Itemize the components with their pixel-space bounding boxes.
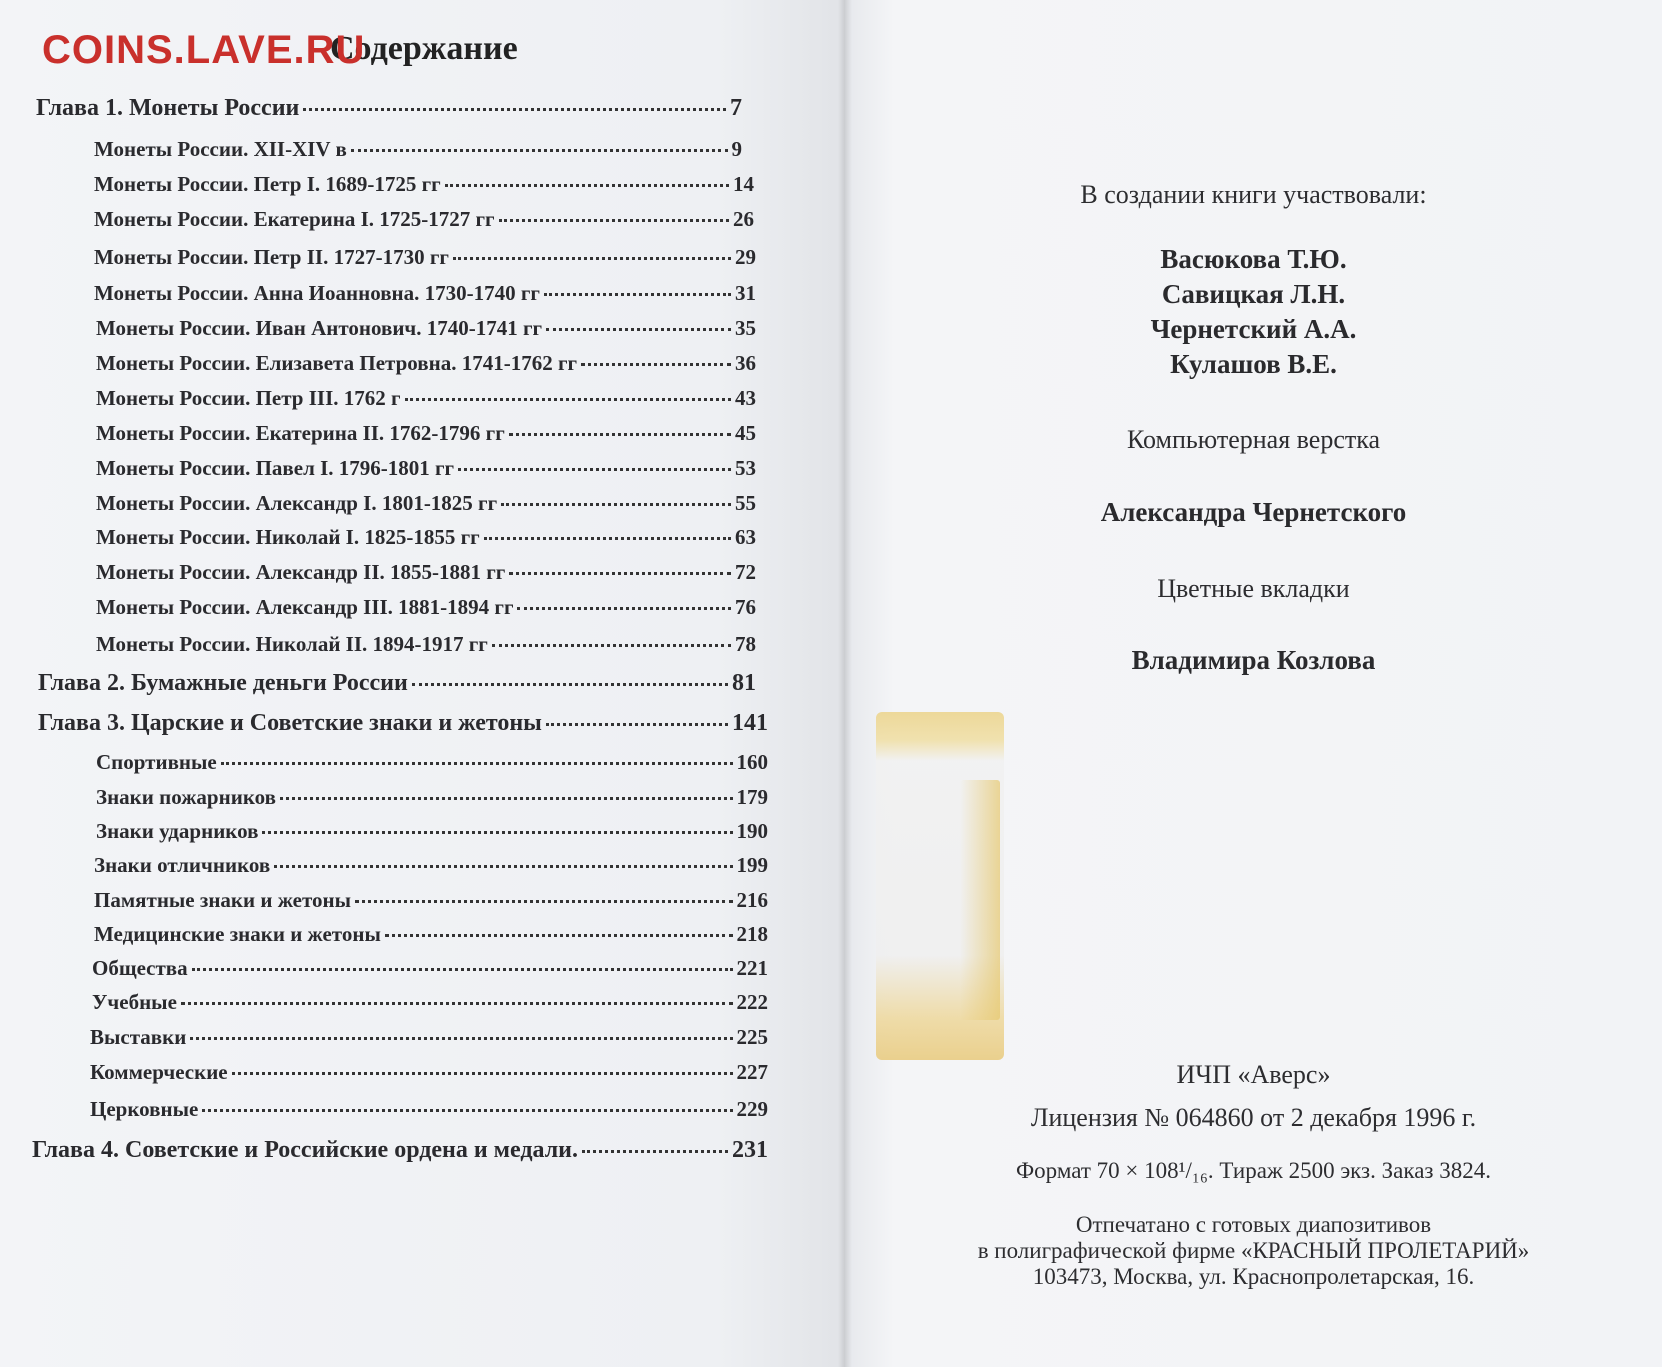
toc-page-number: 199 xyxy=(736,853,768,877)
toc-leader xyxy=(445,183,729,187)
toc-entry-title: Памятные знаки и жетоны xyxy=(94,888,352,912)
toc-page-number: 7 xyxy=(730,95,742,121)
toc-page-number: 221 xyxy=(736,956,768,980)
toc-subentry xyxy=(96,316,756,341)
toc-entry-title: Монеты России. Николай I. 1825-1855 гг xyxy=(96,525,480,549)
toc-chapter xyxy=(38,710,768,737)
toc-entry-title: Монеты России. Павел I. 1796-1801 гг xyxy=(96,456,455,480)
toc-subentry xyxy=(96,525,756,550)
toc-leader xyxy=(484,536,731,540)
toc-subentry xyxy=(92,956,768,981)
toc-entry-title: Монеты России. Петр II. 1727-1730 гг xyxy=(94,245,449,269)
toc-subentry xyxy=(96,351,756,376)
layout-label: Компьютерная верстка xyxy=(1126,425,1381,454)
toc-leader xyxy=(232,1071,733,1075)
toc-subentry xyxy=(94,172,754,197)
toc-page-number: 225 xyxy=(736,1025,768,1049)
toc-subentry xyxy=(96,560,756,585)
format-line: Формат 70 × 108¹/₁₆. Тираж 2500 экз. Заказ 3824. xyxy=(1016,1158,1491,1183)
toc-page-number: 63 xyxy=(735,525,756,549)
toc-leader xyxy=(458,467,731,471)
toc-leader xyxy=(492,643,731,647)
toc-leader xyxy=(546,327,731,331)
credits-author: Савицкая Л.Н. xyxy=(1161,279,1346,309)
publisher: ИЧП «Аверс» xyxy=(1176,1060,1331,1089)
toc-leader xyxy=(517,606,731,610)
toc-leader xyxy=(581,362,731,366)
toc-entry-title: Монеты России. Александр II. 1855-1881 гг xyxy=(96,560,506,584)
toc-subentry xyxy=(94,853,768,878)
toc-subentry xyxy=(96,819,768,844)
toc-entry-title: Знаки отличников xyxy=(94,853,271,877)
printed-line-3: 103473, Москва, ул. Краснопролетарская, 16. xyxy=(1032,1264,1475,1289)
toc-entry-title: Коммерческие xyxy=(90,1060,228,1084)
toc-page-number: 179 xyxy=(736,785,768,809)
credits-heading: В создании книги участвовали: xyxy=(1080,180,1427,209)
watermark: COINS.LAVE.RU xyxy=(42,28,366,72)
toc-page-number: 36 xyxy=(735,351,756,375)
toc-page-number: 231 xyxy=(732,1137,768,1163)
license: Лицензия № 064860 от 2 декабря 1996 г. xyxy=(1030,1103,1477,1132)
toc-entry-title: Знаки ударников xyxy=(96,819,259,843)
toc-page-number: 160 xyxy=(736,750,768,774)
toc-title: Содержание xyxy=(330,30,518,67)
layout-name: Александра Чернетского xyxy=(1100,497,1407,527)
toc-leader xyxy=(262,830,732,834)
toc-entry-title: Медицинские знаки и жетоны xyxy=(94,922,381,946)
toc-entry-title: Монеты России. Екатерина II. 1762-1796 гг xyxy=(96,421,505,445)
toc-page-number: 216 xyxy=(736,888,768,912)
toc-entry-title: Знаки пожарников xyxy=(96,785,276,809)
toc-chapter xyxy=(36,95,742,122)
toc-leader xyxy=(582,1149,728,1153)
printed-line-1: Отпечатано с готовых диапозитивов xyxy=(1075,1212,1432,1237)
toc-page-number: 9 xyxy=(731,137,742,161)
toc-leader xyxy=(192,967,733,971)
toc-page-number: 141 xyxy=(732,710,768,736)
toc-page-number: 14 xyxy=(733,172,754,196)
toc-page-number: 227 xyxy=(736,1060,768,1084)
toc-leader xyxy=(190,1036,732,1040)
toc-subentry xyxy=(90,1060,768,1085)
toc-entry-title: Глава 4. Советские и Российские ордена и медали. xyxy=(32,1137,578,1163)
toc-leader xyxy=(351,148,728,152)
toc-subentry xyxy=(94,207,754,232)
credits-author: Кулашов В.Е. xyxy=(1170,349,1337,379)
toc-entry-title: Монеты России. Анна Иоанновна. 1730-1740 гг xyxy=(94,281,540,305)
toc-chapter xyxy=(38,670,756,697)
toc-subentry xyxy=(90,1097,768,1122)
toc-page-number: 190 xyxy=(736,819,768,843)
toc-subentry xyxy=(96,785,768,810)
toc-page-number: 31 xyxy=(735,281,756,305)
toc-chapter xyxy=(32,1137,768,1164)
toc-leader xyxy=(221,761,733,765)
toc-leader xyxy=(181,1001,733,1005)
toc-page-number: 55 xyxy=(735,491,756,515)
toc-subentry xyxy=(96,386,756,411)
toc-subentry xyxy=(96,491,756,516)
toc-page-number: 229 xyxy=(736,1097,768,1121)
inserts-name: Владимира Козлова xyxy=(1131,645,1376,675)
toc-leader xyxy=(453,256,731,260)
toc-page-number: 81 xyxy=(732,670,756,696)
toc-leader xyxy=(509,432,731,436)
toc-leader xyxy=(412,682,728,686)
toc-leader xyxy=(509,571,731,575)
toc-entry-title: Монеты России. Екатерина I. 1725-1727 гг xyxy=(94,207,495,231)
toc-page-number: 222 xyxy=(736,990,768,1014)
toc-leader xyxy=(280,796,733,800)
toc-page-number: 26 xyxy=(733,207,754,231)
toc-entry-title: Монеты России. Петр III. 1762 г xyxy=(96,386,401,410)
printed-line-2: в полиграфической фирме «КРАСНЫЙ ПРОЛЕТАРИЙ» xyxy=(977,1238,1530,1263)
toc-leader xyxy=(501,502,731,506)
toc-leader xyxy=(274,864,732,868)
toc-leader xyxy=(355,899,732,903)
toc-subentry xyxy=(96,595,756,620)
toc-entry-title: Спортивные xyxy=(96,750,217,774)
toc-page-number: 45 xyxy=(735,421,756,445)
tape-edge-stain xyxy=(960,780,1000,1020)
toc-entry-title: Глава 1. Монеты России xyxy=(36,95,300,121)
toc-entry-title: Церковные xyxy=(90,1097,199,1121)
toc-entry-title: Глава 3. Царские и Советские знаки и жетоны xyxy=(38,710,542,736)
toc-subentry xyxy=(96,421,756,446)
toc-subentry xyxy=(96,456,756,481)
toc-entry-title: Монеты России. Елизавета Петровна. 1741-1762 гг xyxy=(96,351,578,375)
toc-entry-title: Монеты России. Иван Антонович. 1740-1741 гг xyxy=(96,316,543,340)
toc-subentry xyxy=(90,1025,768,1050)
toc-entry-title: Учебные xyxy=(92,990,177,1014)
toc-subentry xyxy=(94,888,768,913)
toc-page-number: 29 xyxy=(735,245,756,269)
toc-entry-title: Монеты России. Александр I. 1801-1825 гг xyxy=(96,491,498,515)
toc-entry-title: Монеты России. Александр III. 1881-1894 гг xyxy=(96,595,514,619)
toc-leader xyxy=(303,107,726,111)
toc-leader xyxy=(405,397,731,401)
toc-page-number: 78 xyxy=(735,632,756,656)
toc-page-number: 43 xyxy=(735,386,756,410)
toc-entry-title: Монеты России. Петр I. 1689-1725 гг xyxy=(94,172,441,196)
toc-leader xyxy=(499,218,729,222)
toc-subentry xyxy=(94,245,756,270)
toc-subentry xyxy=(96,632,756,657)
toc-subentry xyxy=(96,750,768,775)
toc-entry-title: Монеты России. Николай II. 1894-1917 гг xyxy=(96,632,488,656)
toc-entry-title: Выставки xyxy=(90,1025,187,1049)
toc-subentry xyxy=(94,922,768,947)
toc-page-number: 35 xyxy=(735,316,756,340)
toc-leader xyxy=(544,292,731,296)
inserts-label: Цветные вкладки xyxy=(1157,574,1350,603)
toc-leader xyxy=(546,722,728,726)
toc-leader xyxy=(385,933,733,937)
toc-entry-title: Глава 2. Бумажные деньги России xyxy=(38,670,408,696)
toc-subentry xyxy=(94,137,742,162)
toc-subentry xyxy=(94,281,756,306)
toc-entry-title: Монеты России. XII-XIV в xyxy=(94,137,347,161)
toc-page-number: 218 xyxy=(736,922,768,946)
toc-entry-title: Общества xyxy=(92,956,188,980)
credits-author: Васюкова Т.Ю. xyxy=(1160,244,1347,274)
credits-author: Чернетский А.А. xyxy=(1150,314,1357,344)
toc-subentry xyxy=(92,990,768,1015)
toc-page-number: 72 xyxy=(735,560,756,584)
toc-page-number: 76 xyxy=(735,595,756,619)
toc-leader xyxy=(202,1108,732,1112)
toc-page-number: 53 xyxy=(735,456,756,480)
